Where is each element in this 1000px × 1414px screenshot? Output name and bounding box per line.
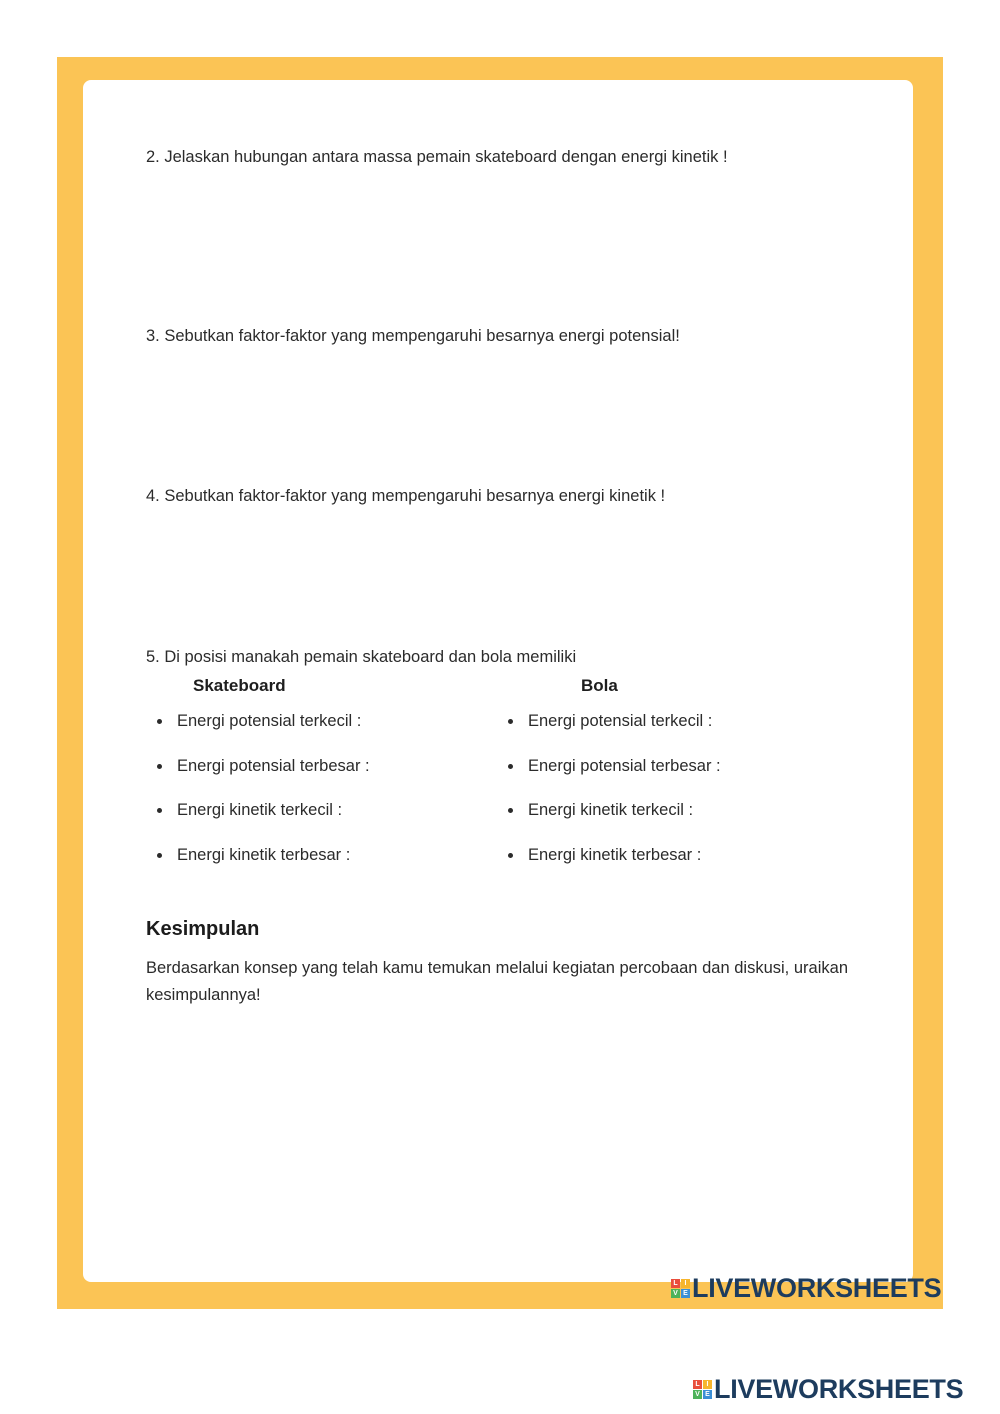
skateboard-list [157, 710, 370, 889]
liveworksheets-logo-frame [671, 1273, 941, 1304]
list-item: Energi kinetik terkecil : [508, 799, 721, 844]
liveworksheets-logo-footer [693, 1374, 963, 1405]
question-3: 3. Sebutkan faktor-faktor yang mempengaruhi besarnya energi potensial! [146, 327, 680, 345]
question-4: 4. Sebutkan faktor-faktor yang mempengaruhi besarnya energi kinetik ! [146, 487, 666, 505]
conclusion-heading: Kesimpulan [146, 918, 260, 940]
list-item: Energi kinetik terbesar : [157, 844, 370, 889]
bola-column-header: Bola [581, 676, 618, 695]
list-item: Energi potensial terkecil : [508, 710, 721, 755]
question-5: 5. Di posisi manakah pemain skateboard dan bola memiliki [146, 648, 577, 666]
logo-tiles-icon: L I V E [671, 1279, 690, 1298]
list-item: Energi potensial terkecil : [157, 710, 370, 755]
logo-tiles-icon: L I V E [693, 1380, 712, 1399]
list-item: Energi kinetik terbesar : [508, 844, 721, 889]
question-2: 2. Jelaskan hubungan antara massa pemain skateboard dengan energi kinetik ! [146, 148, 728, 166]
conclusion-text: Berdasarkan konsep yang telah kamu temukan melalui kegiatan percobaan dan diskusi, uraikan kesimpulannya! [146, 959, 848, 1004]
logo-text: LIVEWORKSHEETS [692, 1273, 942, 1303]
skateboard-column-header: Skateboard [193, 676, 286, 695]
bola-list [508, 710, 721, 889]
list-item: Energi potensial terbesar : [157, 755, 370, 800]
list-item: Energi potensial terbesar : [508, 755, 721, 800]
list-item: Energi kinetik terkecil : [157, 799, 370, 844]
logo-text: LIVEWORKSHEETS [714, 1374, 964, 1404]
